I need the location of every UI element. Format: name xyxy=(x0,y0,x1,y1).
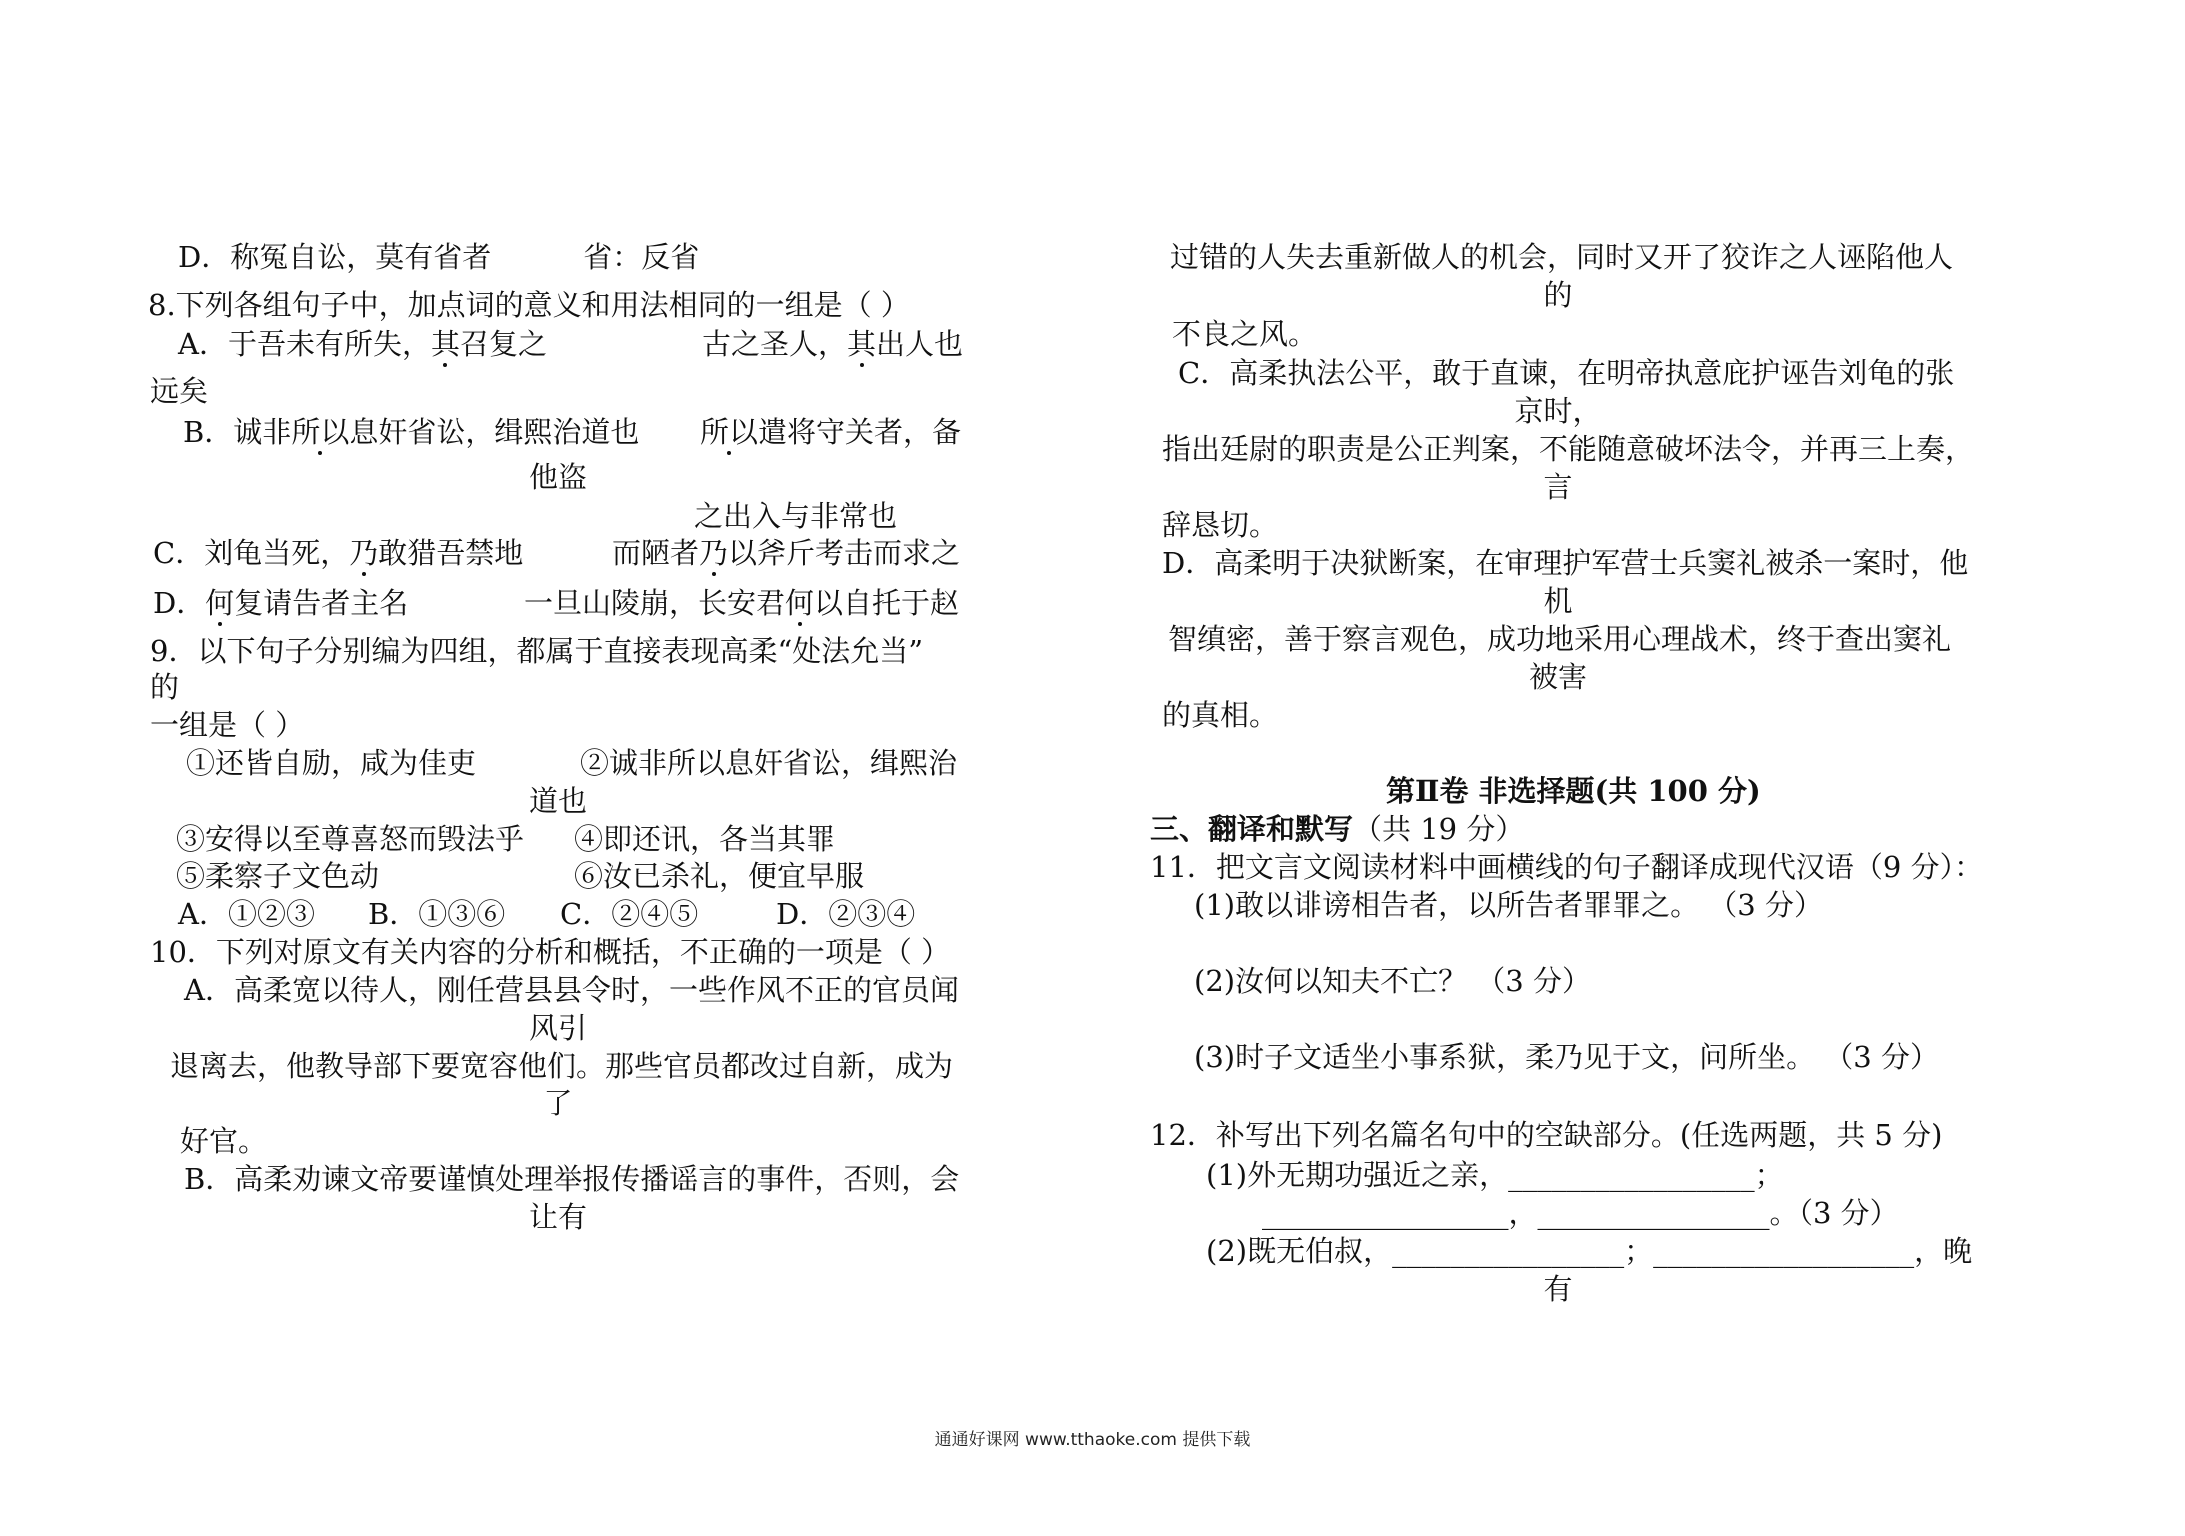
q9-item-3: ③安得以至尊喜怒而毁法乎 xyxy=(176,822,525,856)
q7-option-d: D．称冤自讼，莫有省者 省：反省 xyxy=(178,240,700,274)
q12-item-2: (2)既无伯叔，________________；__________________，晚 xyxy=(1206,1234,1973,1268)
q9-stem-line3: 一组是（ ） xyxy=(150,708,305,742)
q9-option-c: C．②④⑤ xyxy=(560,897,699,931)
q8-option-b-right: 所以遣将守关者，备 xyxy=(700,415,962,449)
q9-item-1: ①还皆自励，咸为佳吏 xyxy=(186,746,477,780)
q10-option-d-line3: 的真相。 xyxy=(1162,698,1279,732)
q8-option-b-cont1: 他盗 xyxy=(528,460,587,494)
q9-item-5: ⑤柔察子文色动 xyxy=(176,859,380,893)
q10-option-c-line1-cont: 京时， xyxy=(1514,394,1602,428)
q10-option-b-line2: 过错的人失去重新做人的机会，同时又开了狡诈之人诬陷他人 xyxy=(1170,240,1954,274)
q10-option-a-line3: 好官。 xyxy=(180,1124,268,1158)
q8-option-c-left: C．刘龟当死，乃敢猎吾禁地 xyxy=(153,536,524,570)
q12-item-1: (1)外无期功强近之亲，_________________； xyxy=(1206,1158,1784,1192)
q11-sentence-2: (2)汝何以知夫不亡？ （3 分） xyxy=(1194,964,1591,998)
q10-option-d-line2-cont: 被害 xyxy=(1528,660,1587,694)
q9-item-4: ④即还讯，各当其罪 xyxy=(574,822,836,856)
q12-stem: 12．补写出下列名篇名句中的空缺部分。(任选两题，共 5 分) xyxy=(1150,1118,1943,1152)
q9-stem-line1: 9．以下句子分别编为四组，都属于直接表现高柔“处法允当” xyxy=(150,634,924,668)
q10-option-b-line1: B．高柔劝谏文帝要谨慎处理举报传播谣言的事件，否则，会 xyxy=(184,1162,960,1196)
q8-option-b-cont2: 之出入与非常也 xyxy=(694,499,898,533)
q8-option-d-left: D．何复请告者主名 xyxy=(153,586,409,620)
q10-option-a-line1-cont: 风引 xyxy=(528,1011,587,1045)
q10-option-a-line1: A．高柔宽以待人，刚任营县县令时，一些作风不正的官员闻 xyxy=(184,973,959,1007)
q10-option-d-line2: 智缜密，善于察言观色，成功地采用心理战术，终于查出窦礼 xyxy=(1168,622,1952,656)
q10-option-b-line1-cont: 让有 xyxy=(528,1200,587,1234)
q10-option-c-line2-cont: 言 xyxy=(1543,470,1573,504)
q10-option-c-line1: C．高柔执法公平，敢于直谏，在明帝执意庇护诬告刘龟的张 xyxy=(1178,356,1955,390)
q8-option-b-left: B．诚非所以息奸省讼，缉熙治道也 xyxy=(183,415,640,449)
q8-option-a-cont: 远矣 xyxy=(150,374,209,408)
q9-item-6: ⑥汝已杀礼，便宜早服 xyxy=(574,859,865,893)
q11-stem: 11．把文言文阅读材料中画横线的句子翻译成现代汉语（9 分）： xyxy=(1150,850,1984,884)
q10-option-d-line1: D．高柔明于决狱断案，在审理护军营士兵窦礼被杀一案时，他 xyxy=(1162,546,1969,580)
q10-option-a-line2: 退离去，他教导部下要宽容他们。那些官员都改过自新，成为 xyxy=(170,1049,954,1083)
q8-option-a-right: 古之圣人，其出人也 xyxy=(702,327,964,361)
q9-option-d: D．②③④ xyxy=(776,897,916,931)
q10-option-c-line3: 辞恳切。 xyxy=(1162,508,1279,542)
q11-sentence-3: (3)时子文适坐小事系狱，柔乃见于文，问所坐。 （3 分） xyxy=(1194,1040,1939,1074)
q9-item-2: ②诚非所以息奸省讼，缉熙治 xyxy=(580,746,958,780)
q9-option-a: A．①②③ xyxy=(178,897,315,931)
q8-stem: 8.下列各组句子中，加点词的意义和用法相同的一组是（ ） xyxy=(148,288,910,322)
q12-item-2-cont: 有 xyxy=(1543,1272,1573,1306)
q10-option-a-line2-cont: 了 xyxy=(543,1086,573,1120)
part-3-heading: 三、翻译和默写（共 19 分） xyxy=(1150,812,1525,846)
footer-source: 通通好课网 www.tthaoke.com 提供下载 xyxy=(934,1430,1251,1450)
q8-option-a-left: A．于吾未有所失，其召复之 xyxy=(178,327,547,361)
q9-item-2-cont: 道也 xyxy=(528,784,587,818)
q10-option-d-line1-cont: 机 xyxy=(1543,584,1573,618)
q10-option-b-line2-cont: 的 xyxy=(1543,278,1573,312)
q11-sentence-1: (1)敢以诽谤相告者，以所告者罪罪之。 （3 分） xyxy=(1194,888,1823,922)
q10-option-b-line3: 不良之风。 xyxy=(1172,317,1318,351)
q10-option-c-line2: 指出廷尉的职责是公正判案，不能随意破坏法令，并再三上奏， xyxy=(1162,432,1975,466)
section-2-title: 第Ⅱ卷 非选择题(共 100 分) xyxy=(1386,774,1761,808)
q9-option-b: B．①③⑥ xyxy=(368,897,506,931)
q10-stem: 10．下列对原文有关内容的分析和概括，不正确的一项是（ ） xyxy=(150,935,951,969)
q12-item-1b: _________________，________________。（3 分） xyxy=(1262,1196,1899,1230)
q8-option-c-right: 而陋者乃以斧斤考击而求之 xyxy=(612,536,961,570)
q9-stem-line2: 的 xyxy=(150,670,180,704)
q8-option-d-right: 一旦山陵崩，长安君何以自托于赵 xyxy=(524,586,960,620)
